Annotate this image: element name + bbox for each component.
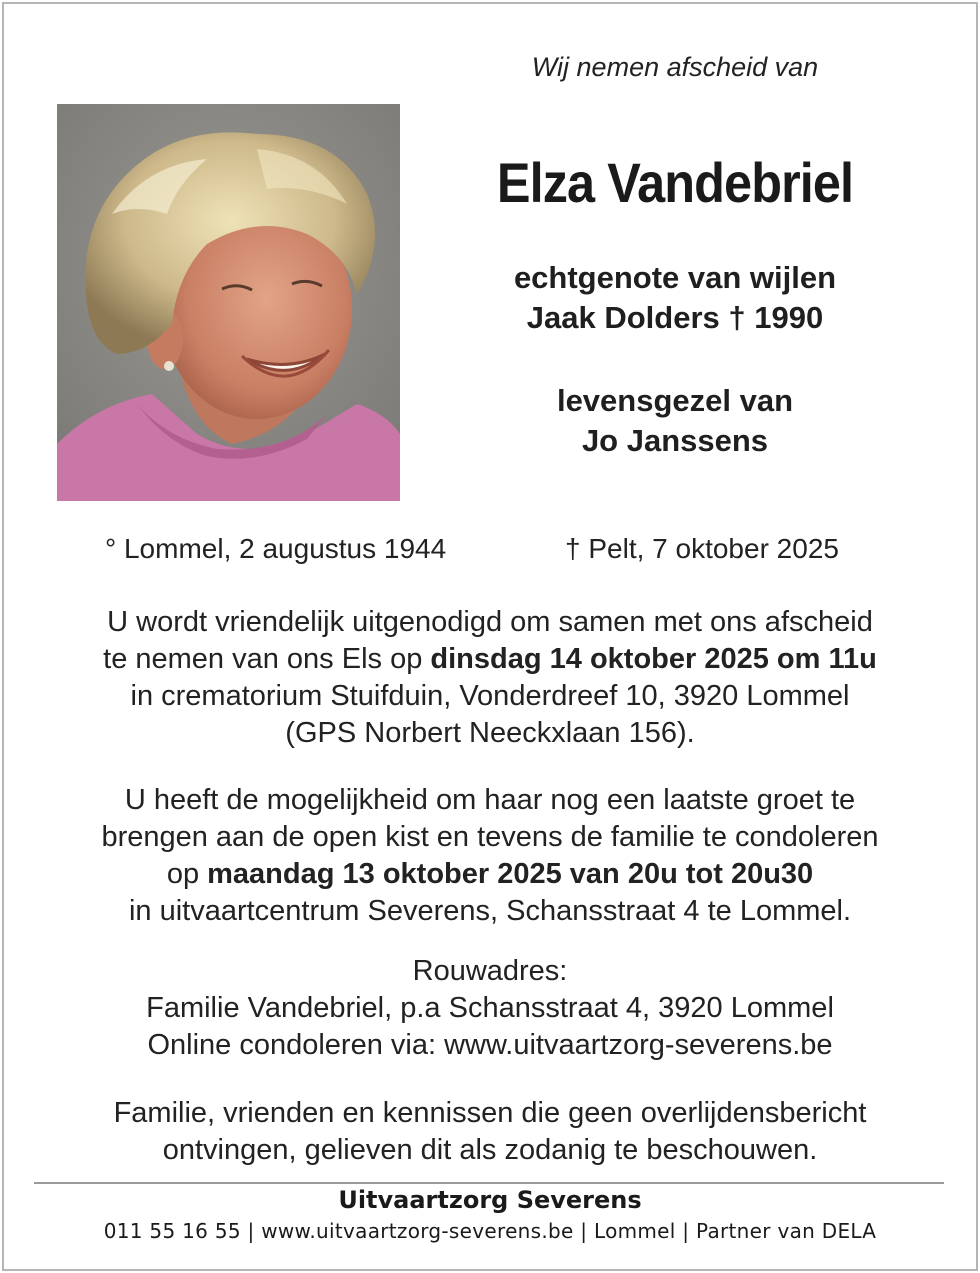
- online-condolence: Online condoleren via: www.uitvaartzorg-severens.be: [147, 1029, 833, 1061]
- death-date: † Pelt, 7 oktober 2025: [565, 533, 839, 564]
- visitation-line: [40, 856, 940, 893]
- address-line: Familie Vandebriel, p.a Schansstraat 4, 3920 Lommel: [146, 992, 834, 1024]
- ceremony-line: U wordt vriendelijk uitgenodigd om samen met ons afscheid: [107, 606, 873, 638]
- ceremony-date: dinsdag 14 oktober 2025 om 11u: [430, 643, 877, 675]
- intro-text: Wij nemen afscheid van: [531, 52, 819, 82]
- ceremony-text: te nemen van ons Els op: [103, 643, 431, 675]
- ceremony-gps: (GPS Norbert Neeckxlaan 156).: [285, 717, 695, 749]
- ceremony-line: [40, 641, 940, 678]
- spouse-relation-label: echtgenote van wijlen: [513, 260, 837, 295]
- ceremony-location: in crematorium Stuifduin, Vonderdreef 10, 3920 Lommel: [130, 680, 850, 712]
- portrait-photo: [57, 104, 400, 501]
- visitation-date: maandag 13 oktober 2025 van 20u tot 20u30: [207, 858, 814, 890]
- visitation-text: op: [166, 858, 208, 890]
- notice-line: Familie, vrienden en kennissen die geen overlijdensbericht: [113, 1097, 867, 1129]
- funeral-home-name: Uitvaartzorg Severens: [338, 1186, 642, 1214]
- notice-line: ontvingen, gelieven dit als zodanig te beschouwen.: [162, 1134, 818, 1166]
- partner-relation-label: levensgezel van: [556, 383, 794, 418]
- spouse-relation: [440, 258, 910, 338]
- funeral-home-contact: 011 55 16 55 | www.uitvaartzorg-severens.be | Lommel | Partner van DELA: [103, 1219, 877, 1243]
- notice-paragraph: [40, 1095, 940, 1169]
- portrait-illustration: [57, 104, 400, 501]
- address-paragraph: [40, 953, 940, 1064]
- spouse-name: Jaak Dolders † 1990: [526, 300, 824, 335]
- deceased-name: Elza Vandebriel: [496, 151, 854, 214]
- ceremony-paragraph: [40, 604, 940, 752]
- address-label: Rouwadres:: [412, 955, 568, 987]
- visitation-paragraph: [40, 782, 940, 930]
- visitation-line: brengen aan de open kist en tevens de familie te condoleren: [101, 821, 879, 853]
- partner-name: Jo Janssens: [581, 423, 769, 458]
- footer-divider: [34, 1182, 944, 1184]
- partner-relation: [440, 381, 910, 461]
- visitation-location: in uitvaartcentrum Severens, Schansstraat 4 te Lommel.: [128, 895, 852, 927]
- birth-date: ° Lommel, 2 augustus 1944: [105, 533, 447, 564]
- visitation-line: U heeft de mogelijkheid om haar nog een laatste groet te: [124, 784, 856, 816]
